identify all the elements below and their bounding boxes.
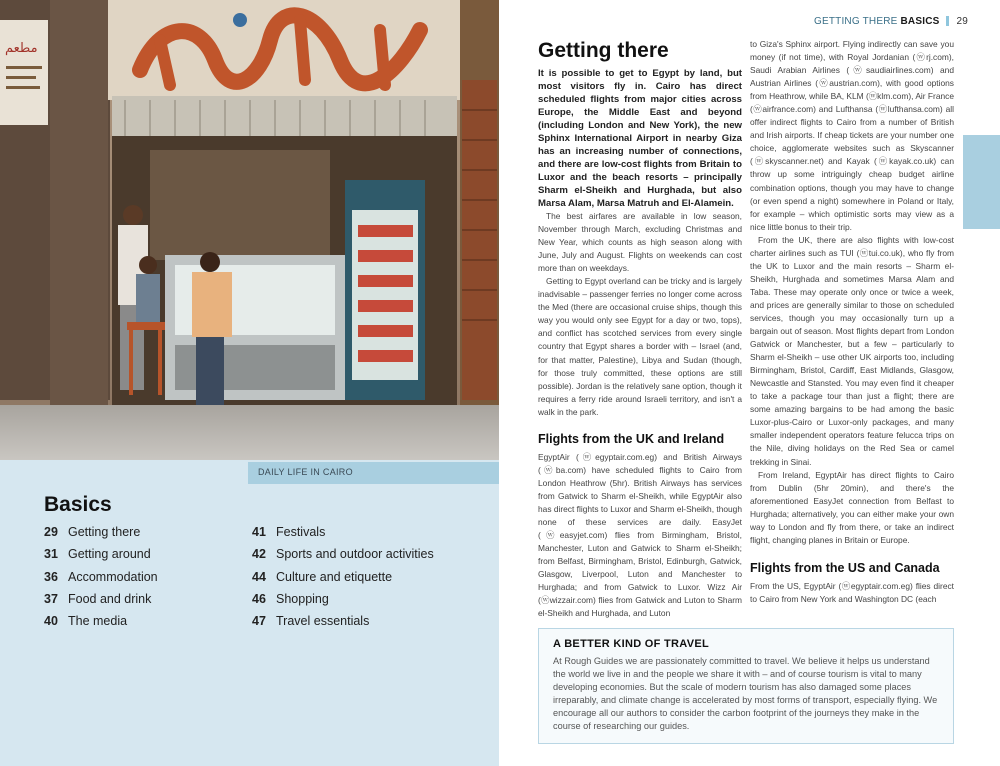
toc-page-number: 37 <box>44 591 58 606</box>
running-head-basics: BASICS <box>900 16 940 27</box>
body-paragraph: to Giza's Sphinx airport. Flying indirectly can save you money (if not time), with Royal Jordanian (ⓦrj.com), Saudi Arabian Airlines (ⓦsaudiairlines.com) and Austrian Airlines (ⓦaustrian.com), with good options from Heathrow, while BA, KLM (ⓦklm.com), Air France (ⓦairfrance.com) and Lufthansa (ⓦlufthansa.com) all offer indirect flights to Cairo from a number of British and Irish airports. If cheap tickets are your number one choice, agglomerate websites such as Skyscanner (ⓦskyscanner.net) and Kayak (ⓦkayak.co.uk) can throw up some intriguingly cheap budget airline combination options, though you may have to change (or even spend a night) somewhere in Poland or Italy, for example – which optimistic sorts may view as a nice little bonus to their trip. <box>750 39 954 232</box>
toc-item[interactable] <box>44 525 158 547</box>
toc-item[interactable] <box>44 570 158 592</box>
toc-label: Travel essentials <box>276 614 370 629</box>
toc-item[interactable] <box>252 614 434 636</box>
toc-label: Culture and etiquette <box>276 569 393 584</box>
toc-label: Accommodation <box>68 569 158 584</box>
body-paragraph: The best airfares are available in low season, November through March, excluding Christmas and New Year, which counts as high season along with June, July and August. Flights on weekends can cost more than on weekdays. <box>538 211 742 274</box>
running-head-divider <box>946 16 949 26</box>
toc-item[interactable] <box>252 525 434 547</box>
toc-page-number: 47 <box>252 614 266 629</box>
toc-item[interactable] <box>252 547 434 569</box>
toc-page-number: 46 <box>252 591 266 606</box>
toc-item[interactable] <box>44 547 158 569</box>
box-text: At Rough Guides we are passionately committed to travel. We believe it helps us understand the world we live in and the people we share it with – and of course tourism is vital to many developing economies. But the scale of modern tourism has also damaged some places irreparably, and climate change is accelerated by most forms of transport, especially flying. We encourage all our authors to consider the carbon footprint of the journeys they make in the course of researching our guides. <box>553 656 938 731</box>
body-paragraph: Getting to Egypt overland can be tricky and is largely inadvisable – passenger ferries no longer come across the Med (there are occasional cruise ships, though this way you would only see Egypt for a day or two, tops), and conflict has scotched services from every single country that Egypt shares a border with – Israel (and, for that matter, Palestine), Libya and Sudan (though, for those truly committed, these options are still possible). Jordan is the relatively sane option, though it requires a ferry ride around Israeli territory, and isn't a walk in the park. <box>538 276 742 417</box>
toc-item[interactable] <box>252 570 434 592</box>
thumb-index-tab <box>963 135 1000 229</box>
body-paragraph: From Ireland, EgyptAir has direct flights to Cairo from Dublin (5hr 20min), and there's the aforementioned EasyJet connection from Belfast to Hurghada; alternatively, you can either make your own way to London and fly from there, or take an indirect flight, changing planes in Britain or Europe. <box>750 469 954 545</box>
photo-caption-bar <box>248 462 499 484</box>
toc-page-number: 44 <box>252 569 266 584</box>
section-title: Basics <box>44 493 112 516</box>
toc-label: Food and drink <box>68 591 152 606</box>
better-travel-box <box>538 628 954 744</box>
page-number: 29 <box>956 16 968 27</box>
toc-page-number: 40 <box>44 614 58 629</box>
body-paragraph: From the UK, there are also flights with low-cost charter airlines such as TUI (ⓦtui.co.uk), who fly from the UK to Luxor and the main resorts – Sharm el-Sheikh, Hurghada and sometimes Marsa Alam and Taba. These may operate only once or twice a week, and prices are generally similar to those on scheduled services, though you may occasionally turn up a bargain out of season. Most flights depart from London Gatwick or Manchester, but a few – particularly to Sharm el-Sheikh – use other UK airports too, including Birmingham, Bristol, Cardiff, East Midlands, Glasgow, Newcastle and Stansted. You may even find it cheaper to take a package tour than just a flight; there are some amazing bargains to be had among the basic Luxor-plus-Cairo or Luxor-only packages, and many smaller independent operators feature felucca trips on the Nile, diving holidays on the Red Sea or camel trekking in Sinai. <box>750 234 954 467</box>
text-column-left <box>538 38 742 620</box>
photo-caption: DAILY LIFE IN CAIRO <box>258 467 353 477</box>
text-column-right <box>750 38 954 606</box>
toc-item[interactable] <box>44 592 158 614</box>
toc-label: Shopping <box>276 591 329 606</box>
box-title: A BETTER KIND OF TRAVEL <box>553 638 710 650</box>
toc-label: Sports and outdoor activities <box>276 547 434 562</box>
toc-label: The media <box>68 614 128 629</box>
running-head-section: GETTING THERE <box>813 16 898 27</box>
toc-page-number: 31 <box>44 547 58 562</box>
toc-label: Getting around <box>68 547 151 562</box>
running-head <box>814 16 968 27</box>
body-paragraph: EgyptAir (ⓦegyptair.com.eg) and British Airways (ⓦba.com) have scheduled flights to Cairo from London Heathrow (5hr). British Airways has services from Gatwick to Sharm el-Sheikh, while EgyptAir also has direct flights to Luxor and Sharm el-Sheikh, though none of these services are daily. EasyJet (ⓦeasyjet.com) flies from Birmingham, Bristol, Manchester, Luton and Gatwick to Sharm el-Sheikh; from Belfast, Birmingham, Bristol, Edinburgh, Gatwick, Glasgow, Liverpool, Luton and Manchester to Hurghada; and from Gatwick to Luxor. Wizz Air (ⓦwizzair.com) flies from Gatwick and Luton to Sharm el-Sheikh and Hurghada, and Luton <box>538 451 742 619</box>
toc-item[interactable] <box>44 614 158 636</box>
toc-label: Festivals <box>276 525 326 539</box>
toc-page-number: 36 <box>44 569 58 584</box>
toc-label: Getting there <box>68 525 141 539</box>
left-page <box>0 0 499 766</box>
toc-column-left <box>44 525 158 636</box>
intro-paragraph: It is possible to get to Egypt by land, but most visitors fly in. Cairo has direct scheduled flights from major cities across Europe, the Middle East and beyond (including London and New York), the new Sphinx International Airport in nearby Giza has an increasing number of connections, and there are low-cost flights from Britain to Luxor and the beach resorts – principally Sharm el-Sheikh and Hurghada, but also Marsa Alam, Marsa Matruh and El-Alamein. <box>538 68 742 209</box>
subheading-us: Flights from the US and Canada <box>750 560 940 575</box>
toc-column-right <box>252 525 434 636</box>
subheading-uk: Flights from the UK and Ireland <box>538 431 725 446</box>
toc-page-number: 29 <box>44 525 58 539</box>
cairo-street-photo <box>0 0 499 460</box>
toc-page-number: 42 <box>252 547 266 562</box>
toc-item[interactable] <box>252 592 434 614</box>
body-paragraph: From the US, EgyptAir (ⓦegyptair.com.eg) flies direct to Cairo from New York and Washington DC (each <box>750 580 954 604</box>
page-title: Getting there <box>538 39 669 62</box>
restaurant-sign: مطعم <box>5 41 38 56</box>
toc-page-number: 41 <box>252 525 266 539</box>
